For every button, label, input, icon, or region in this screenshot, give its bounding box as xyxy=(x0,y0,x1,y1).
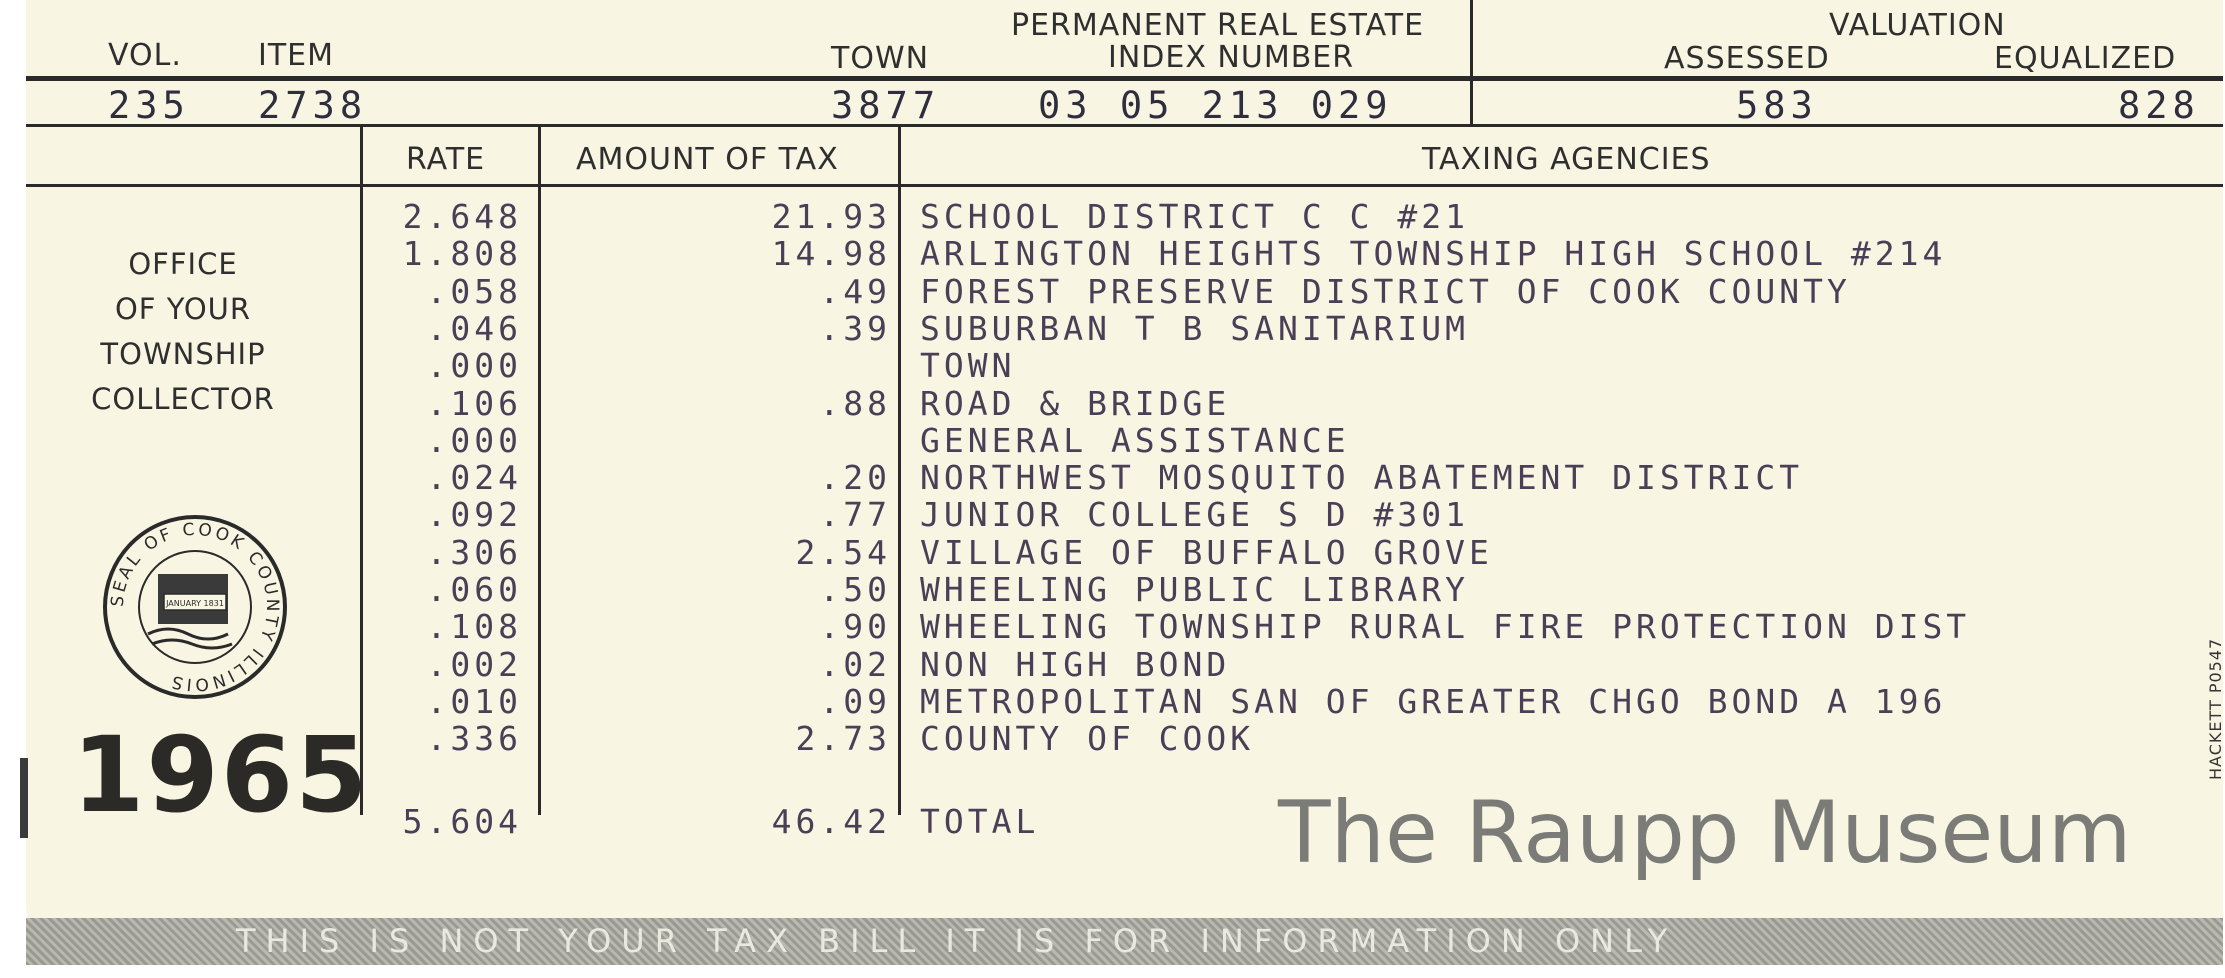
total-label: TOTAL xyxy=(920,802,1040,841)
row-rate: .010 xyxy=(426,682,522,721)
row-agency: NON HIGH BOND xyxy=(920,645,1231,684)
office-line2: OF YOUR xyxy=(114,292,252,326)
row-agency: ROAD & BRIDGE xyxy=(920,384,1231,423)
seal-text: SEAL OF COOK COUNTY ILLINOIS xyxy=(107,519,283,695)
item-label: ITEM xyxy=(258,38,335,73)
equalized-label: EQUALIZED xyxy=(1994,41,2177,76)
header-rule-top xyxy=(26,76,2223,81)
row-amount: .09 xyxy=(819,682,891,721)
row-rate: 1.808 xyxy=(402,234,522,273)
row-amount: .02 xyxy=(819,645,891,684)
row-rate: .046 xyxy=(426,309,522,348)
total-amount: 46.42 xyxy=(771,802,891,841)
row-amount: .77 xyxy=(819,495,891,534)
row-agency: VILLAGE OF BUFFALO GROVE xyxy=(920,533,1493,572)
museum-watermark: The Raupp Museum xyxy=(1278,783,2132,883)
row-agency: JUNIOR COLLEGE S D #301 xyxy=(920,495,1469,534)
row-rate: .106 xyxy=(426,384,522,423)
row-agency: GENERAL ASSISTANCE xyxy=(920,421,1350,460)
row-rate: .306 xyxy=(426,533,522,572)
row-amount: .49 xyxy=(819,272,891,311)
row-amount: .88 xyxy=(819,384,891,423)
info-only-banner: THIS IS NOT YOUR TAX BILL IT IS FOR INFORMATION ONLY xyxy=(26,918,2223,965)
town-value: 3877 xyxy=(831,84,941,127)
agencies-divider xyxy=(898,127,901,815)
row-amount: 2.54 xyxy=(795,533,891,572)
index-label-line2: INDEX NUMBER xyxy=(1108,40,1355,75)
rate-column-header: RATE xyxy=(406,142,486,177)
assessed-value: 583 xyxy=(1736,84,1818,127)
town-label: TOWN xyxy=(831,41,930,76)
cook-county-seal-icon xyxy=(100,512,290,702)
row-agency: ARLINGTON HEIGHTS TOWNSHIP HIGH SCHOOL #214 xyxy=(920,234,1947,273)
row-rate: .000 xyxy=(426,346,522,385)
valuation-divider xyxy=(1470,0,1473,124)
row-agency: WHEELING PUBLIC LIBRARY xyxy=(920,570,1469,609)
tax-year: 1965 xyxy=(72,714,370,836)
row-agency: NORTHWEST MOSQUITO ABATEMENT DISTRICT xyxy=(920,458,1804,497)
row-amount: .20 xyxy=(819,458,891,497)
rate-divider xyxy=(360,127,363,815)
row-agency: COUNTY OF COOK xyxy=(920,719,1255,758)
row-agency: WHEELING TOWNSHIP RURAL FIRE PROTECTION DIST xyxy=(920,607,1971,646)
row-agency: TOWN xyxy=(920,346,1016,385)
office-line1: OFFICE xyxy=(128,247,238,281)
row-rate: .108 xyxy=(426,607,522,646)
row-agency: SUBURBAN T B SANITARIUM xyxy=(920,309,1469,348)
item-value: 2738 xyxy=(258,84,368,127)
row-amount: 21.93 xyxy=(771,197,891,236)
row-amount: .39 xyxy=(819,309,891,348)
row-amount: 14.98 xyxy=(771,234,891,273)
office-line4: COLLECTOR xyxy=(91,382,275,416)
equalized-value: 828 xyxy=(2118,84,2200,127)
row-rate: .002 xyxy=(426,645,522,684)
index-number-value: 03 05 213 029 xyxy=(1038,84,1393,127)
row-rate: .000 xyxy=(426,421,522,460)
row-rate: .058 xyxy=(426,272,522,311)
index-label-line1: PERMANENT REAL ESTATE xyxy=(1011,8,1425,43)
row-agency: METROPOLITAN SAN OF GREATER CHGO BOND A 196 xyxy=(920,682,1947,721)
valuation-label: VALUATION xyxy=(1829,8,2006,43)
row-rate: .336 xyxy=(426,719,522,758)
seal-inner-text: JANUARY 1831 xyxy=(166,599,224,608)
edge-mark xyxy=(20,758,28,838)
office-block xyxy=(68,242,298,422)
amount-divider xyxy=(538,127,541,815)
printer-mark: HACKETT P0547 xyxy=(2206,637,2225,780)
vol-label: VOL. xyxy=(108,38,182,73)
office-line3: TOWNSHIP xyxy=(100,337,266,371)
agencies-column-header: TAXING AGENCIES xyxy=(1422,142,1711,177)
row-rate: .024 xyxy=(426,458,522,497)
tax-card xyxy=(26,0,2223,965)
row-amount: .50 xyxy=(819,570,891,609)
vol-value: 235 xyxy=(108,84,190,127)
column-header-rule xyxy=(26,184,2223,187)
row-agency: SCHOOL DISTRICT C C #21 xyxy=(920,197,1469,236)
row-agency: FOREST PRESERVE DISTRICT OF COOK COUNTY xyxy=(920,272,1851,311)
row-rate: 2.648 xyxy=(402,197,522,236)
row-rate: .060 xyxy=(426,570,522,609)
total-rate: 5.604 xyxy=(402,802,522,841)
row-amount: 2.73 xyxy=(795,719,891,758)
amount-column-header: AMOUNT OF TAX xyxy=(576,142,839,177)
row-amount: .90 xyxy=(819,607,891,646)
assessed-label: ASSESSED xyxy=(1664,41,1830,76)
row-rate: .092 xyxy=(426,495,522,534)
